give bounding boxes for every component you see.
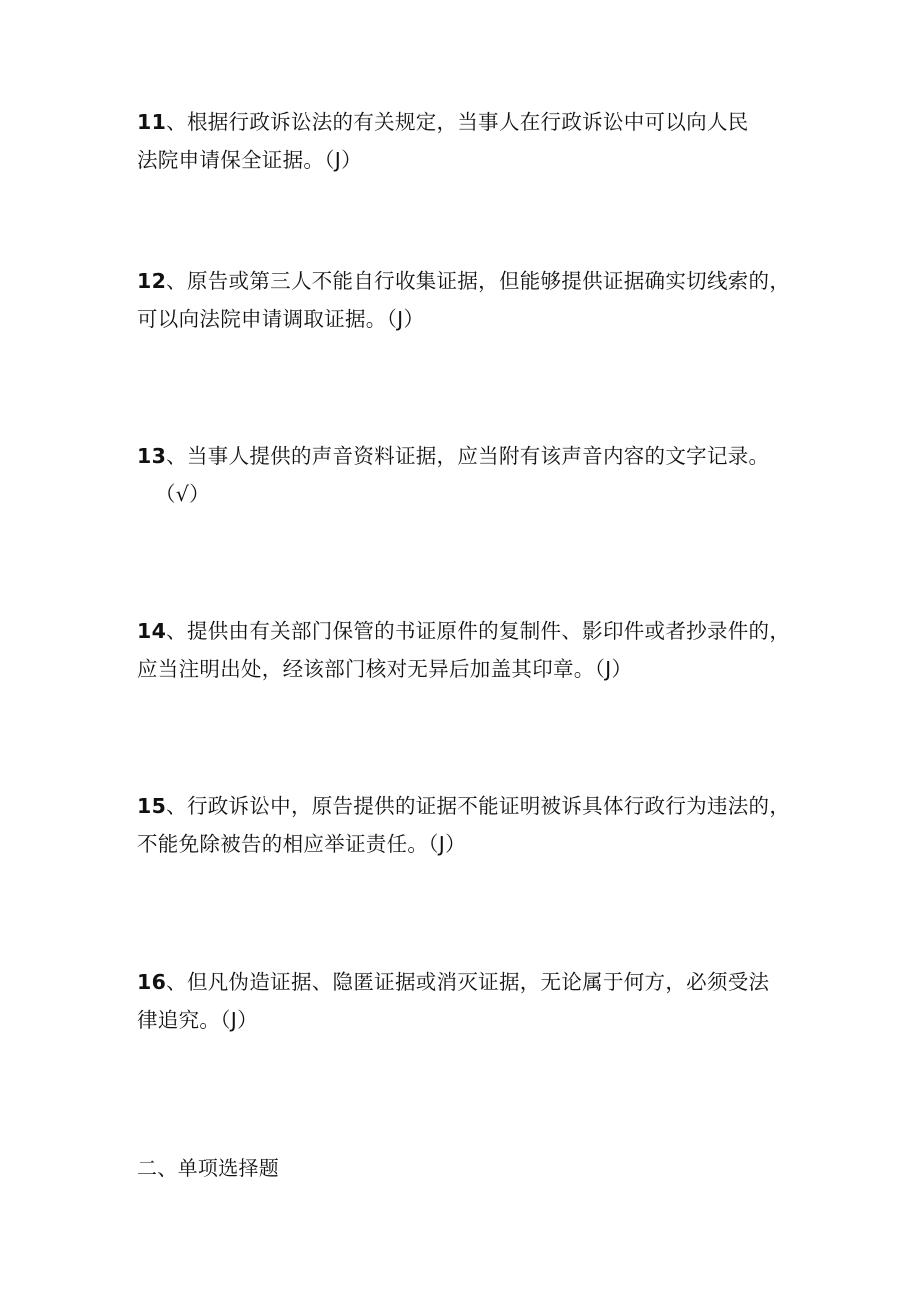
answer-mark: （J） xyxy=(594,657,633,681)
question-text: 、但凡伪造证据、隐匿证据或消灭证据，无论属于何方，必须受法 xyxy=(166,970,770,994)
question-16 xyxy=(137,963,797,1039)
question-line xyxy=(137,103,797,141)
question-text-continued: 律追究。 xyxy=(137,1008,221,1032)
question-14 xyxy=(137,612,797,688)
question-line xyxy=(137,141,797,179)
answer-mark: （J） xyxy=(324,148,362,172)
question-text-continued: 可以向法院申请调取证据。 xyxy=(137,307,387,331)
question-number: 16 xyxy=(137,970,167,994)
question-number: 15 xyxy=(137,794,167,818)
answer-mark: （J） xyxy=(386,307,425,331)
question-12 xyxy=(137,262,797,338)
question-number: 13 xyxy=(137,444,167,468)
question-text: 、行政诉讼中，原告提供的证据不能证明被诉具体行政行为违法的， xyxy=(166,794,791,818)
question-line xyxy=(137,650,797,688)
question-line xyxy=(137,475,797,513)
question-line xyxy=(137,963,797,1001)
question-line xyxy=(137,825,797,863)
question-text: 、提供由有关部门保管的书证原件的复制件、影印件或者抄录件的， xyxy=(166,619,791,643)
question-number: 14 xyxy=(137,619,167,643)
question-line xyxy=(137,787,797,825)
question-text: 、当事人提供的声音资料证据，应当附有该声音内容的文字记录。 xyxy=(166,444,770,468)
question-text: 、根据行政诉讼法的有关规定，当事人在行政诉讼中可以向人民 xyxy=(166,110,749,134)
question-line xyxy=(137,300,797,338)
section-heading: 二、单项选择题 xyxy=(137,1156,280,1180)
question-text-continued: 法院申请保全证据。 xyxy=(137,148,325,172)
question-line xyxy=(137,262,797,300)
question-number: 12 xyxy=(137,269,167,293)
question-text: 、原告或第三人不能自行收集证据，但能够提供证据确实切线索的， xyxy=(166,269,791,293)
question-15 xyxy=(137,787,797,863)
question-text-continued: 应当注明出处，经该部门核对无异后加盖其印章。 xyxy=(137,657,595,681)
question-text-continued: 不能免除被告的相应举证责任。 xyxy=(137,832,429,856)
question-line xyxy=(137,437,797,475)
question-number: 11 xyxy=(137,110,167,134)
question-line xyxy=(137,612,797,650)
answer-mark: （√） xyxy=(155,482,210,506)
question-11 xyxy=(137,103,797,179)
question-line xyxy=(137,1001,797,1039)
question-13 xyxy=(137,437,797,513)
answer-mark: （J） xyxy=(220,1008,258,1032)
answer-mark: （J） xyxy=(428,832,466,856)
